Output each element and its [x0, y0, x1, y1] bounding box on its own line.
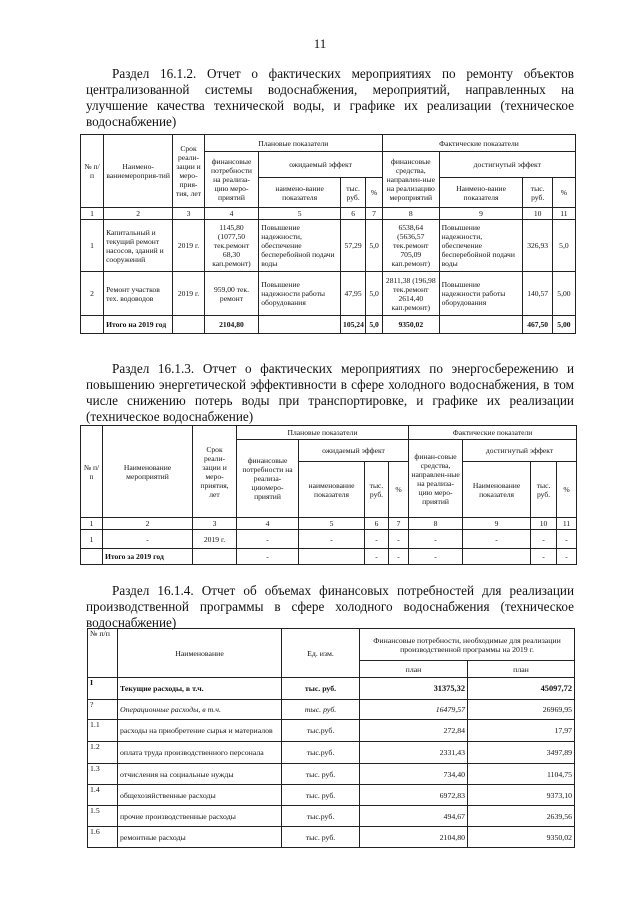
table-cell: 5 [259, 208, 341, 220]
table-cell: 5,0 [366, 220, 383, 272]
table-cell: 1.3 [88, 764, 118, 785]
table-cell: 7 [389, 518, 409, 530]
table-row [88, 742, 575, 764]
table-cell: 105,24 [341, 316, 366, 334]
header-indicator: Наимено-вание показателя [439, 178, 523, 208]
table-cell: 1.5 [88, 806, 118, 827]
table-cell: 1104,75 [468, 764, 575, 785]
table-cell [173, 316, 204, 334]
table-cell: 1.1 [88, 720, 118, 742]
table-cell: 2019 г. [173, 272, 204, 316]
table-cell: 9 [463, 518, 531, 530]
table-cell: 47,95 [341, 272, 366, 316]
table-cell: 9 [439, 208, 523, 220]
table-cell: 2019 г. [173, 220, 204, 272]
header-percent: % [557, 462, 577, 518]
table-cell: Повышение надежности работы оборудования [259, 272, 341, 316]
header-row [88, 629, 575, 661]
table-cell: 8 [409, 518, 463, 530]
table-cell: - [409, 530, 463, 549]
header-indicator: Наименование показателя [463, 462, 531, 518]
table-cell [81, 316, 104, 334]
header-plan-effect: ожидаемый эффект [259, 152, 383, 178]
header-name: Наимено-ваниемероприя-тий [104, 135, 173, 208]
header-term: Срок реали-зации и меро-прия-тия, лет [173, 135, 204, 208]
section-16-1-4-title: Раздел 16.1.4. Отчет об объемах финансовых потребностей для реализации производственной программы в сфере холодного водоснабжения (техническое водоснабжение) [86, 583, 574, 630]
table-cell: 5 [299, 518, 365, 530]
table-cell [463, 549, 531, 565]
table-cell: 5,0 [366, 272, 383, 316]
table-cell: тыс.руб. [282, 720, 360, 742]
table-cell: - [557, 549, 577, 565]
table-cell: 1 [81, 530, 103, 549]
table-cell: 10 [523, 208, 552, 220]
table-cell: 1.4 [88, 785, 118, 806]
table-cell: 8 [382, 208, 439, 220]
repair-measures-table [80, 134, 576, 334]
table-row [88, 785, 575, 806]
header-indicator: наименование показателя [299, 462, 365, 518]
table-cell: 5,0 [366, 316, 383, 334]
table-cell: 17,97 [468, 720, 575, 742]
table-cell: Итого за 2019 год [103, 549, 193, 565]
table-cell: Повышение надежности, обеспечение бесперебойной подачи воды [259, 220, 341, 272]
table-cell: тыс. руб. [282, 678, 360, 700]
table-cell: 2 [81, 272, 104, 316]
table-cell: общехозяйственные расходы [118, 785, 282, 806]
table-cell: расходы на приобретение сырья и материалов [118, 720, 282, 742]
table-cell: 9350,02 [468, 827, 575, 848]
financial-needs-table [87, 628, 575, 848]
table-cell: оплата труда производственного персонала [118, 742, 282, 764]
table-cell: 1 [81, 518, 103, 530]
header-fact-fin: финан-совые средства, направлен-ные на реализа-цию меро-приятий [409, 440, 463, 518]
header-indicator: наимено-вание показателя [259, 178, 341, 208]
header-num: № п/п [81, 426, 103, 518]
header-row [81, 135, 576, 152]
table-row [88, 678, 575, 700]
table-cell: 4 [204, 208, 259, 220]
header-plan: Плановые показатели [204, 135, 382, 152]
table-cell: 9373,10 [468, 785, 575, 806]
table-cell: 11 [557, 518, 577, 530]
table-cell: 2639,56 [468, 806, 575, 827]
table-cell: 4 [237, 518, 299, 530]
header-unit: Ед. изм. [282, 629, 360, 678]
table-cell: тыс. руб. [282, 764, 360, 785]
table-cell: 140,57 [523, 272, 552, 316]
table-cell: тыс. руб. [282, 827, 360, 848]
table-cell: 1 [81, 220, 104, 272]
table-cell: Капитальный и текущий ремонт насосов, зданий и сооружений [104, 220, 173, 272]
header-plan-fin: финансовые потребности на реализа-циюмеро-приятий [237, 440, 299, 518]
table-cell: - [365, 530, 389, 549]
table-cell: 2 [103, 518, 193, 530]
table-cell: тыс. руб. [282, 700, 360, 720]
table-cell: 45097,72 [468, 678, 575, 700]
table-cell: - [531, 530, 557, 549]
header-term: Срок реали-зации и меро-приятия, лет [193, 426, 237, 518]
table-cell: ремонтные расходы [118, 827, 282, 848]
header-row [81, 426, 577, 440]
total-row [81, 316, 576, 334]
table-cell: 57,29 [341, 220, 366, 272]
header-financial-needs: Финансовые потребности, необходимые для реализации производственной программы на 2019 г. [360, 629, 575, 661]
table-cell: - [389, 530, 409, 549]
table-cell: 959,00 тек. ремонт [204, 272, 259, 316]
table-cell: тыс. руб. [282, 785, 360, 806]
table-cell: 2019 г. [193, 530, 237, 549]
header-thousand-rub: тыс. руб. [365, 462, 389, 518]
table-cell: - [365, 549, 389, 565]
table-row [88, 720, 575, 742]
table-cell: 5,00 [552, 316, 575, 334]
section-16-1-2-title: Раздел 16.1.2. Отчет о фактических мероприятиях по ремонту объектов централизованной системы водоснабжения, мероприятий, направленных на улучшение качества технической воды, и графике их реализации (техническое водоснабжение) [86, 66, 574, 129]
header-name: Наименование мероприятий [103, 426, 193, 518]
table-row [81, 220, 576, 272]
header-plan-fin: финансовые потребности на реализа-цию меро-приятий [204, 152, 259, 208]
header-fact: план [468, 661, 575, 678]
table-cell [193, 549, 237, 565]
table-cell: 11 [552, 208, 575, 220]
header-plan: Плановые показатели [237, 426, 409, 440]
table-cell: I [88, 678, 118, 700]
table-cell: - [409, 549, 463, 565]
table-cell: Итого на 2019 год [104, 316, 173, 334]
section-16-1-3-title: Раздел 16.1.3. Отчет о фактических мероприятиях по энергосбережению и повышению энергетической эффективности в сфере холодного водоснабжения, в том числе снижению потерь воды при транспортировке, и графике их реализации (техническое водоснабжение) [86, 361, 574, 424]
table-cell: 26969,95 [468, 700, 575, 720]
table-row [81, 272, 576, 316]
table-cell: 5,00 [552, 272, 575, 316]
table-cell: Повышение надежности, обеспечение бесперебойной подачи воды [439, 220, 523, 272]
table-cell: 1.6 [88, 827, 118, 848]
table-cell: - [237, 549, 299, 565]
table-cell: Ремонт участков тех. водоводов [104, 272, 173, 316]
table-cell: 2811,38 (196,98 тек.ремонт 2614,40 кап.ремонт) [382, 272, 439, 316]
table-cell: 2104,80 [360, 827, 468, 848]
column-number-row [81, 518, 577, 530]
table-cell: 6538,64 (5636,57 тек.ремонт 705,09 кап.ремонт) [382, 220, 439, 272]
header-percent: % [389, 462, 409, 518]
header-percent: % [552, 178, 575, 208]
table-cell: 494,67 [360, 806, 468, 827]
table-cell: 2331,43 [360, 742, 468, 764]
table-cell: 9350,02 [382, 316, 439, 334]
table-cell: 16479,57 [360, 700, 468, 720]
table-cell: - [463, 530, 531, 549]
table-cell: 6 [365, 518, 389, 530]
table-cell: 2 [104, 208, 173, 220]
header-thousand-rub: тыс. руб. [341, 178, 366, 208]
header-fact: Фактические показатели [382, 135, 575, 152]
table-cell [299, 549, 365, 565]
table-cell: 734,40 [360, 764, 468, 785]
column-number-row [81, 208, 576, 220]
table-cell: 272,84 [360, 720, 468, 742]
header-plan-effect: ожидаемый эффект [299, 440, 409, 462]
header-num: № п/п [88, 629, 118, 678]
table-cell: 7 [366, 208, 383, 220]
table-cell: 31375,32 [360, 678, 468, 700]
table-cell: 1145,80 (1077,50 тек.ремонт 68,30 кап.ремонт) [204, 220, 259, 272]
table-cell: 5,0 [552, 220, 575, 272]
table-cell [439, 316, 523, 334]
table-cell: 1 [81, 208, 104, 220]
table-cell: - [103, 530, 193, 549]
header-fact: Фактические показатели [409, 426, 577, 440]
header-thousand-rub: тыс. руб. [523, 178, 552, 208]
table-cell [259, 316, 341, 334]
energy-saving-table [80, 425, 577, 565]
table-row [88, 700, 575, 720]
table-cell: отчисления на социальные нужды [118, 764, 282, 785]
table-cell: 2104,80 [204, 316, 259, 334]
table-row [88, 806, 575, 827]
table-cell [81, 549, 103, 565]
table-cell: 326,93 [523, 220, 552, 272]
table-cell: Текущие расходы, в т.ч. [118, 678, 282, 700]
header-plan: план [360, 661, 468, 678]
header-name: Наименование [118, 629, 282, 678]
table-cell: 467,50 [523, 316, 552, 334]
table-cell: 3 [193, 518, 237, 530]
table-cell: 6 [341, 208, 366, 220]
header-fact-effect: достигнутый эффект [439, 152, 575, 178]
table-cell: прочие производственные расходы [118, 806, 282, 827]
table-cell: тыс.руб. [282, 806, 360, 827]
header-fact-fin: финансовые средства, направлен-ные на реализацию мероприятий [382, 152, 439, 208]
header-num: № п/п [81, 135, 104, 208]
table-cell: - [531, 549, 557, 565]
table-cell: тыс.руб. [282, 742, 360, 764]
table-cell: Операционные расходы, в т.ч. [118, 700, 282, 720]
table-cell: - [557, 530, 577, 549]
table-cell: 6972,83 [360, 785, 468, 806]
table-cell: - [237, 530, 299, 549]
table-cell: 1.2 [88, 742, 118, 764]
header-thousand-rub: тыс. руб. [531, 462, 557, 518]
header-fact-effect: достигнутый эффект [463, 440, 577, 462]
table-row [88, 827, 575, 848]
table-cell: 10 [531, 518, 557, 530]
table-cell: 3497,89 [468, 742, 575, 764]
table-cell: - [389, 549, 409, 565]
header-percent: % [366, 178, 383, 208]
table-row [88, 764, 575, 785]
table-cell: - [299, 530, 365, 549]
table-cell: ? [88, 700, 118, 720]
total-row [81, 549, 577, 565]
table-row [81, 530, 577, 549]
table-cell: Повышение надежности работы оборудования [439, 272, 523, 316]
page-number: 11 [313, 36, 327, 51]
table-cell: 3 [173, 208, 204, 220]
